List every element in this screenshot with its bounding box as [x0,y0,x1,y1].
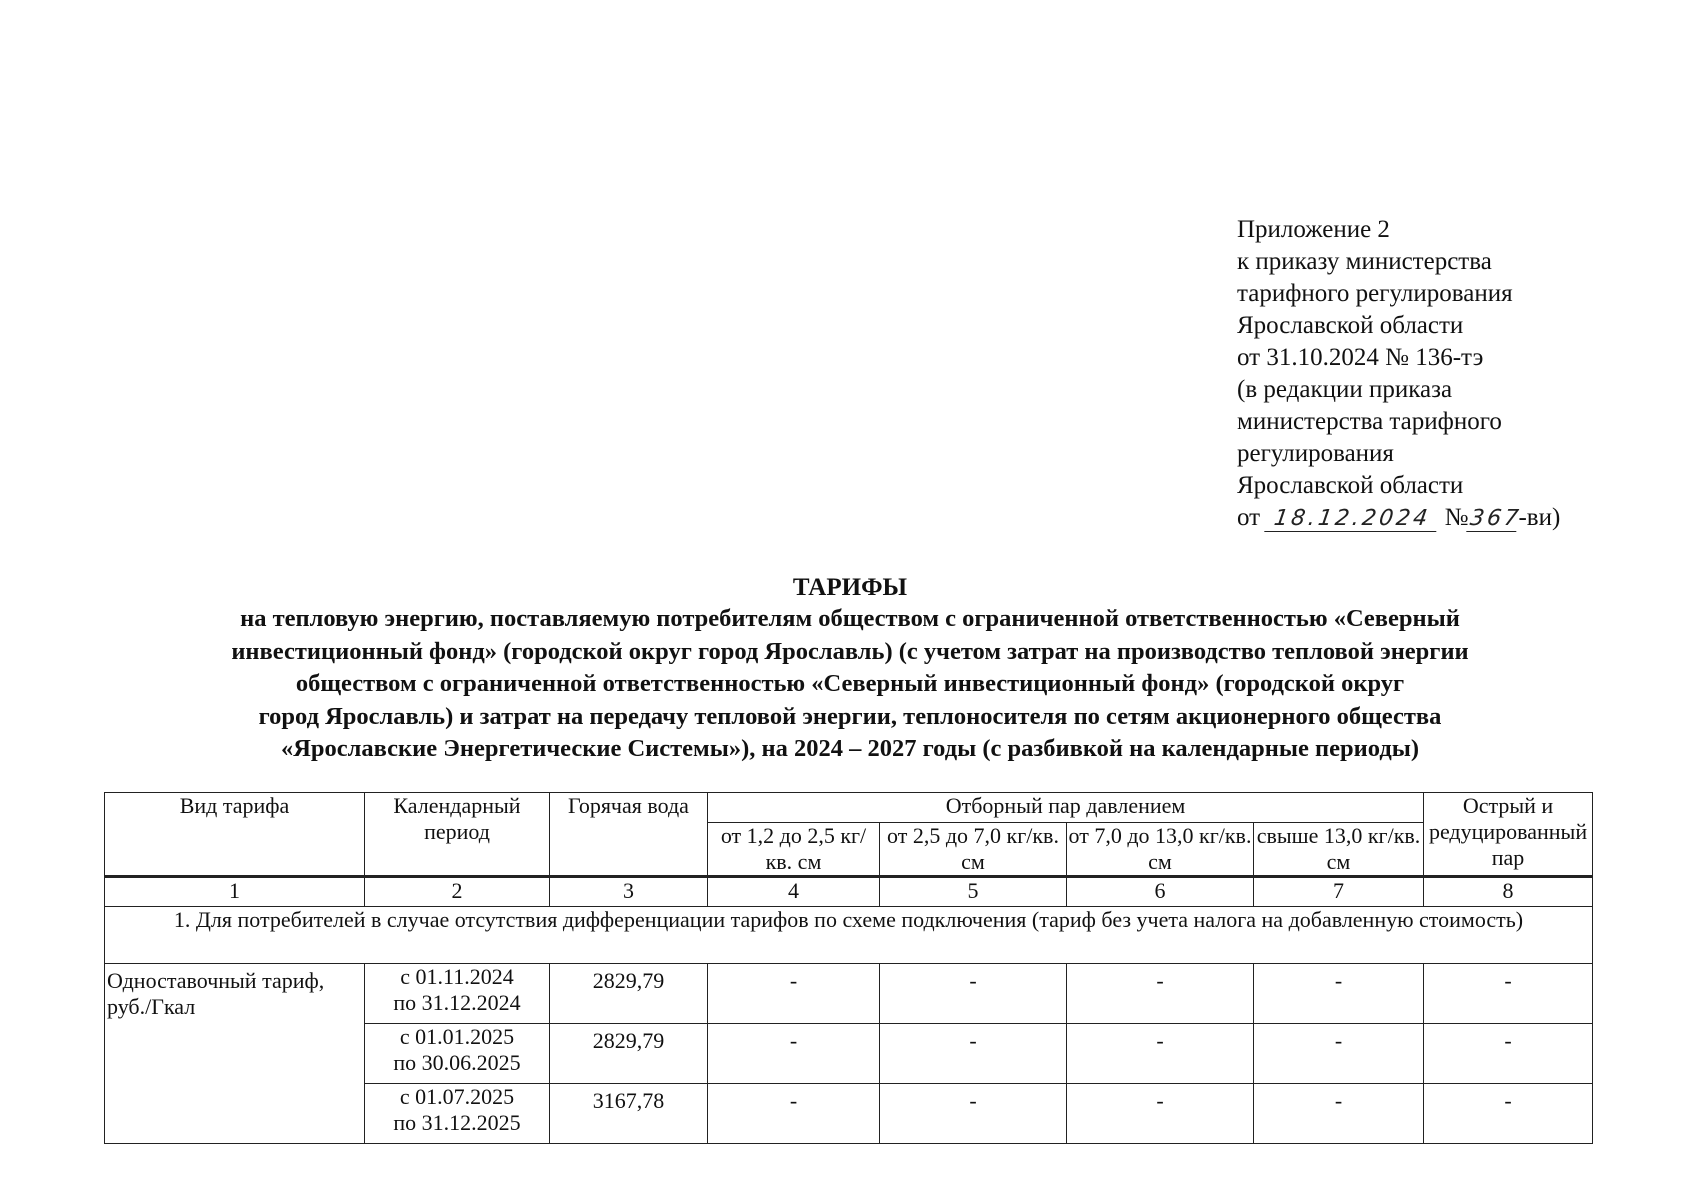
header-steam-1: от 1,2 до 2,5 кг/кв. см [708,823,880,877]
header-hot-water: Горячая вода [550,793,708,877]
appendix-line: Приложение 2 [1237,216,1390,243]
period-cell [365,1084,550,1144]
subtitle-line: обществом с ограниченной ответственностью «Северный инвестиционный фонд» (городской округ [295,670,1405,697]
period-from: с 01.11.2024 [400,964,514,989]
column-number: 8 [1424,877,1593,907]
period-from: с 01.01.2025 [399,1024,515,1049]
steam-1-value: - [708,964,880,1024]
section-title: 1. Для потребителей в случае отсутствия дифференциации тарифов по схеме подключения (тариф без учета налога на добавленную стоимость) [105,907,1593,964]
appendix-suffix: -ви) [1518,504,1561,531]
tariffs-table [104,792,1593,1144]
header-steam-2: от 2,5 до 7,0 кг/кв. см [880,823,1067,877]
steam-1-value: - [708,1084,880,1144]
steam-1-value: - [708,1024,880,1084]
sharp-steam-value: - [1424,1084,1593,1144]
header-steam-4: свыше 13,0 кг/кв. см [1254,823,1424,877]
column-number: 6 [1067,877,1254,907]
period-cell [365,1024,550,1084]
appendix-line: регулирования [1237,440,1394,467]
subtitle-line: город Ярославль) и затрат на передачу тепловой энергии, теплоносителя по сетям акционерного общества [258,702,1442,730]
column-number: 3 [550,877,708,907]
steam-3-value: - [1067,1024,1254,1084]
hot-water-value: 2829,79 [550,964,708,1024]
subtitle-line: на тепловую энергию, поставляемую потребителям обществом с ограниченной ответственностью «Северный [240,605,1460,632]
appendix-line: Ярославской области [1237,472,1464,499]
period-to: по 30.06.2025 [393,1050,521,1075]
column-number: 7 [1254,877,1424,907]
subtitle-line: инвестиционный фонд» (городской округ город Ярославль) (с учетом затрат на производство тепловой энергии [231,637,1469,665]
header-calendar-period: Календарный период [365,793,550,877]
period-to: по 31.12.2024 [393,990,521,1015]
header-selected-steam: Отборный пар давлением [708,793,1424,823]
header-row [105,793,1593,823]
number-sign: № [1444,504,1469,531]
column-number: 4 [708,877,880,907]
steam-3-value: - [1067,964,1254,1024]
steam-2-value: - [880,964,1067,1024]
period-to: по 31.12.2025 [393,1110,521,1135]
appendix-from-prefix: от [1237,504,1261,531]
steam-2-value: - [880,1024,1067,1084]
handwritten-number: 367 [1467,507,1521,532]
appendix-line: Ярославской области [1237,312,1464,339]
subtitle-line: «Ярославские Энергетические Системы»), на 2024 – 2027 годы (с разбивкой на календарные периоды) [280,735,1420,762]
steam-4-value: - [1254,1084,1424,1144]
period-cell [365,964,550,1024]
steam-4-value: - [1254,964,1424,1024]
steam-2-value: - [880,1084,1067,1144]
header-steam-3: от 7,0 до 13,0 кг/кв. см [1067,823,1254,877]
appendix-line: министерства тарифного [1237,408,1502,435]
period-from: с 01.07.2025 [399,1084,515,1109]
column-number: 1 [105,877,365,907]
appendix-line: (в редакции приказа [1237,376,1453,403]
document-subtitle [100,603,1600,766]
tariff-label: Одноставочный тариф, руб./Гкал [105,964,365,1144]
column-number: 5 [880,877,1067,907]
column-number-row [105,877,1593,907]
steam-3-value: - [1067,1084,1254,1144]
steam-4-value: - [1254,1024,1424,1084]
section-row [105,907,1593,964]
sharp-steam-value: - [1424,1024,1593,1084]
appendix-last-line [1237,502,1657,534]
header-sharp-steam: Острый и редуцированный пар [1424,793,1593,877]
appendix-line: от 31.10.2024 № 136-тэ [1237,344,1484,371]
appendix-block [1237,214,1657,534]
hot-water-value: 3167,78 [550,1084,708,1144]
handwritten-date: 18.12.2024 [1265,507,1441,532]
appendix-line: к приказу министерства [1237,248,1492,275]
column-number: 2 [365,877,550,907]
document-title: ТАРИФЫ [792,574,908,601]
appendix-line: тарифного регулирования [1237,280,1513,307]
hot-water-value: 2829,79 [550,1024,708,1084]
table-row [105,964,1593,1024]
header-tariff-type: Вид тарифа [105,793,365,877]
sharp-steam-value: - [1424,964,1593,1024]
